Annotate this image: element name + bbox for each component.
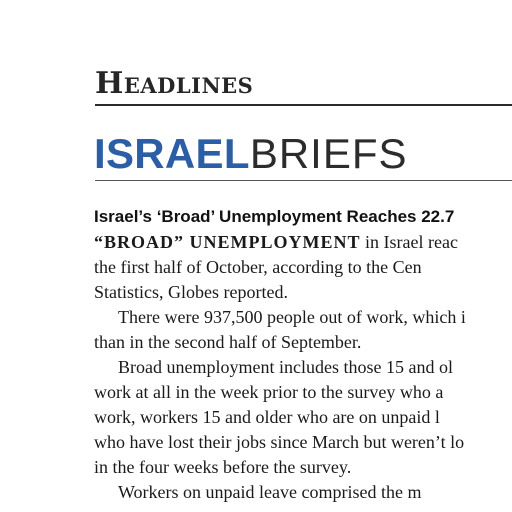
body-line: Broad unemployment includes those 15 and ol (118, 357, 453, 377)
body-line: work, workers 15 and older who are on unpaid l (94, 407, 440, 427)
body-line: who have lost their jobs since March but weren’t lo (94, 432, 465, 452)
body-line: There were 937,500 people out of work, which i (118, 307, 466, 327)
lead-in-caps: “BROAD” UNEMPLOYMENT (94, 232, 361, 252)
section-label: Headlines (95, 66, 254, 101)
top-rule (95, 104, 512, 106)
body-line: the first half of October, according to the Cen (94, 257, 422, 277)
body-line: Statistics, Globes reported. (94, 282, 288, 302)
body-line: Workers on unpaid leave comprised the m (118, 482, 422, 502)
briefs-title (94, 128, 408, 180)
article-headline: Israel’s ‘Broad’ Unemployment Reaches 22.7 (94, 207, 455, 226)
briefs-title-bold: ISRAEL (94, 130, 250, 177)
body-line: work at all in the week prior to the survey who a (94, 382, 444, 402)
body-line: in the four weeks before the survey. (94, 457, 352, 477)
article (94, 204, 512, 505)
body-text: in Israel reac (360, 232, 458, 252)
title-rule (95, 180, 512, 181)
briefs-title-light: BRIEFS (249, 130, 408, 177)
body-line (94, 230, 512, 255)
body-line: than in the second half of September. (94, 332, 362, 352)
